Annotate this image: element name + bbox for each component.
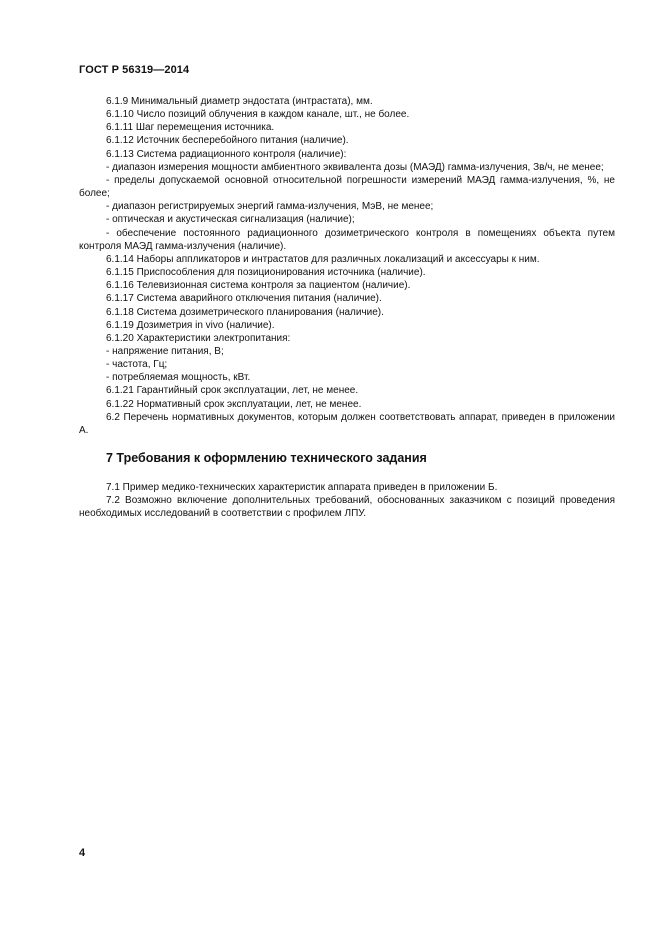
list-item: - напряжение питания, В; — [106, 345, 224, 357]
paragraph: 6.1.12 Источник бесперебойного питания (наличие). — [106, 135, 349, 147]
list-item: - обеспечение постоянного радиационного дозиметрического контроля в помещениях объекта путем контроля МАЭД гамма-излучения (наличие). — [79, 227, 615, 252]
paragraph: 6.1.20 Характеристики электропитания: — [106, 332, 291, 344]
list-item: - оптическая и акустическая сигнализация (наличие); — [106, 214, 355, 226]
paragraph: 7.1 Пример медико-технических характеристик аппарата приведен в приложении Б. — [106, 482, 498, 494]
paragraph: 6.1.9 Минимальный диаметр эндостата (интрастата), мм. — [106, 96, 373, 107]
paragraph: 6.1.10 Число позиций облучения в каждом канале, шт., не более. — [106, 109, 410, 121]
list-item: - пределы допускаемой основной относительной погрешности измерений МАЭД гамма-излучения, %, не более; — [79, 174, 615, 200]
page-number: 4 — [79, 847, 86, 859]
paragraph: 6.1.21 Гарантийный срок эксплуатации, лет, не менее. — [106, 385, 359, 397]
paragraph: 6.1.13 Система радиационного контроля (наличие): — [106, 148, 347, 160]
paragraph: 6.1.16 Телевизионная система контроля за пациентом (наличие). — [106, 280, 411, 292]
document-body — [79, 95, 615, 521]
paragraph: 6.1.15 Приспособления для позиционирования источника (наличие). — [106, 267, 426, 279]
list-item: - диапазон регистрируемых энергий гамма-излучения, МэВ, не менее; — [106, 201, 434, 213]
paragraph: 6.1.17 Система аварийного отключения питания (наличие). — [106, 293, 382, 305]
document-header: ГОСТ Р 56319—2014 — [79, 64, 190, 76]
list-item: - частота, Гц; — [106, 359, 168, 371]
paragraph: 6.1.18 Система дозиметрического планирования (наличие). — [106, 306, 384, 318]
paragraph: 6.1.11 Шаг перемещения источника. — [106, 122, 275, 134]
paragraph: 6.1.22 Нормативный срок эксплуатации, лет, не менее. — [106, 398, 362, 410]
list-item: - диапазон измерения мощности амбиентного эквивалента дозы (МАЭД) гамма-излучения, Зв/ч, не менее; — [106, 161, 604, 173]
section-heading: 7 Требования к оформлению технического задания — [106, 451, 427, 466]
paragraph: 6.1.19 Дозиметрия in vivo (наличие). — [106, 319, 275, 331]
paragraph: 6.1.14 Наборы аппликаторов и интрастатов для различных локализаций и аксессуары к ним. — [106, 253, 540, 265]
paragraph: 6.2 Перечень нормативных документов, которым должен соответствовать аппарат, приведен в приложении А. — [79, 411, 615, 436]
paragraph: 7.2 Возможно включение дополнительных требований, обоснованных заказчиком с позиций проведения необходимых исследований в соответствии с профилем ЛПУ. — [79, 495, 615, 520]
list-item: - потребляемая мощность, кВт. — [106, 372, 251, 384]
